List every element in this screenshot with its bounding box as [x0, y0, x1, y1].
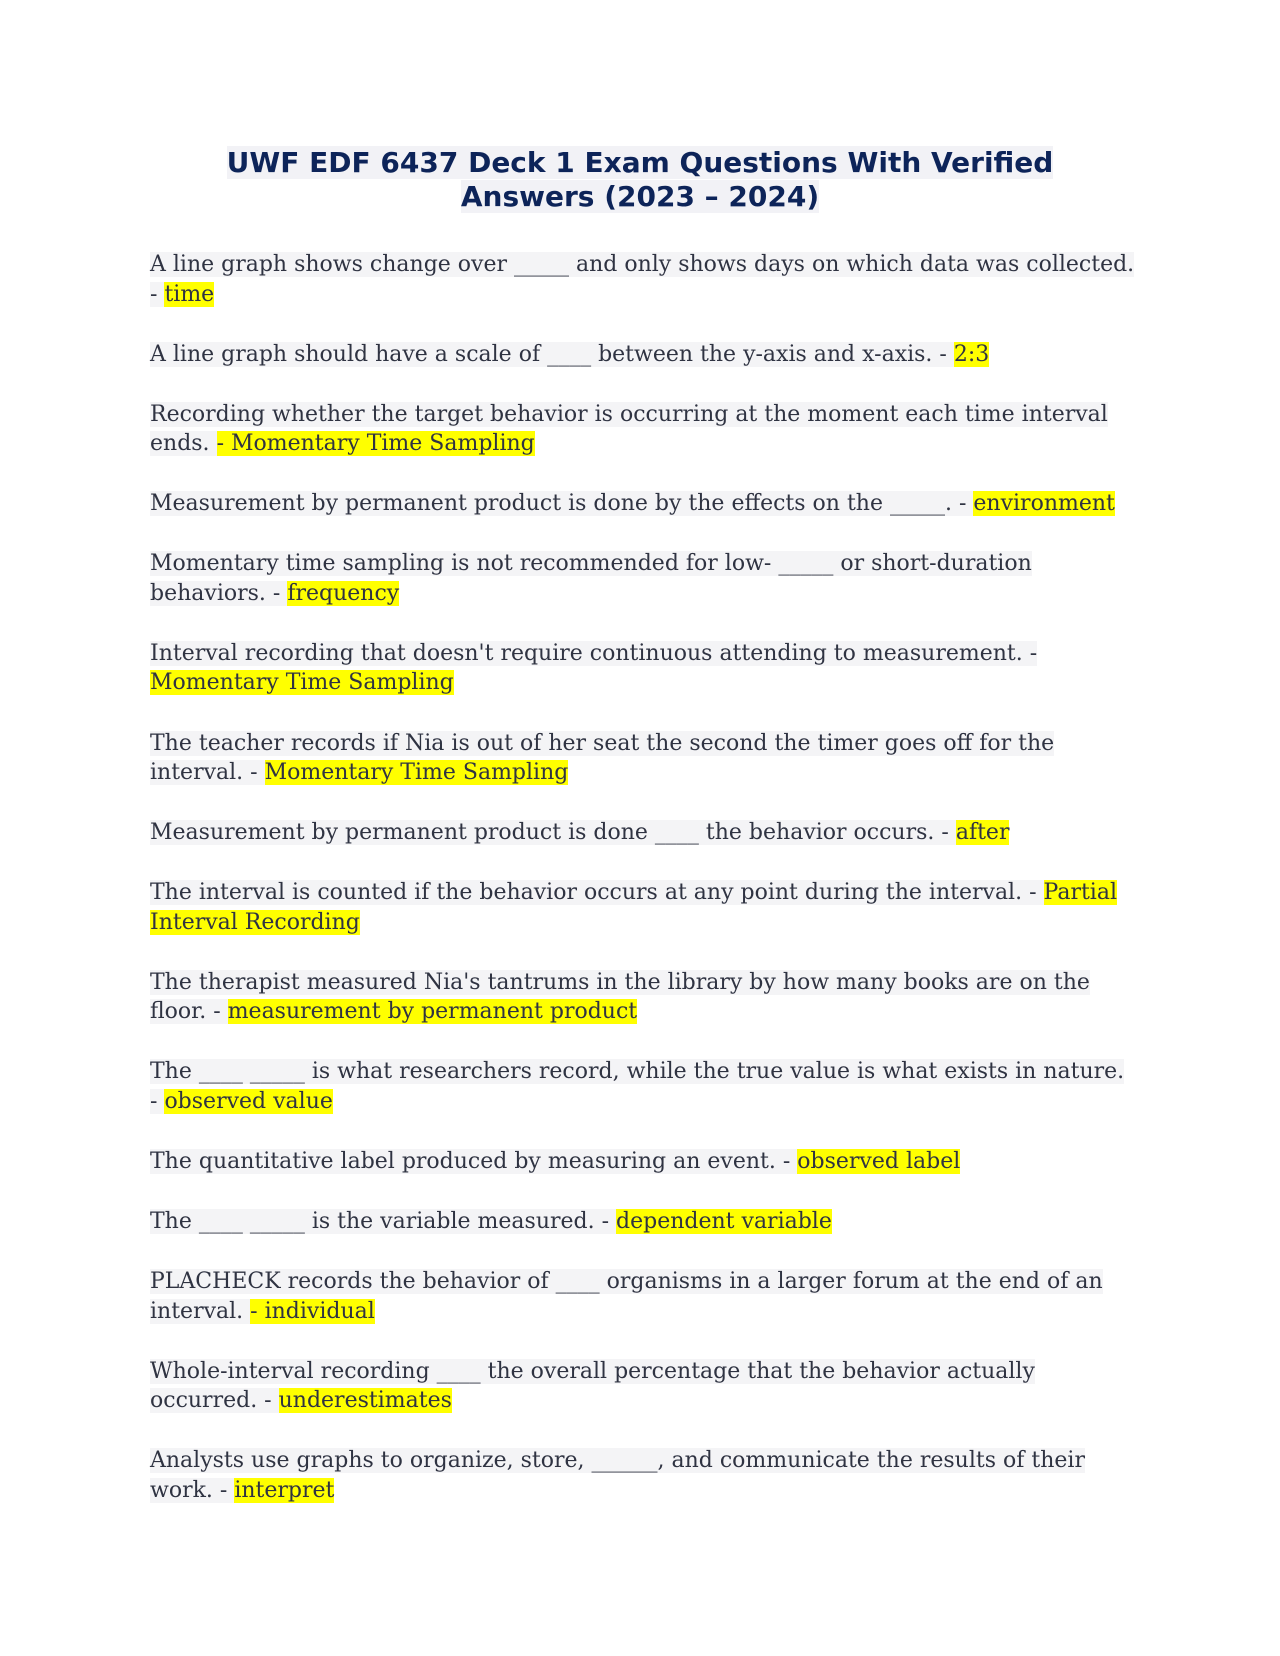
answer-highlight: Partial Interval Recording: [150, 880, 1117, 935]
answer-highlight: observed label: [797, 1149, 961, 1175]
question-text: Analysts use graphs to organize, store, ______, and communicate the results of their work. -: [150, 1448, 1085, 1503]
answer-highlight: - Momentary Time Sampling: [216, 431, 535, 457]
qa-item: [150, 340, 1135, 370]
qa-item: [150, 1057, 1135, 1116]
qa-item: [150, 818, 1135, 848]
question-answer-list: [150, 250, 1135, 1536]
answer-highlight: 2:3: [953, 341, 990, 367]
qa-item: [150, 549, 1135, 608]
answer-highlight: Momentary Time Sampling: [150, 670, 454, 696]
qa-item: [150, 1207, 1135, 1237]
answer-highlight: Momentary Time Sampling: [264, 760, 569, 786]
question-text: Measurement by permanent product is done by the effects on the _____. -: [150, 491, 974, 517]
question-text: The teacher records if Nia is out of her seat the second the timer goes off for the interval. -: [150, 730, 1055, 786]
answer-highlight: environment: [973, 491, 1115, 517]
title-line-1: UWF EDF 6437 Deck 1 Exam Questions With Verified: [226, 146, 1054, 179]
question-text: PLACHECK records the behavior of ____ organisms in a larger forum at the end of an interval.: [150, 1269, 1103, 1324]
answer-highlight: interpret: [234, 1477, 335, 1503]
qa-item: [150, 729, 1135, 788]
question-text: The therapist measured Nia's tantrums in the library by how many books are on the floor. -: [150, 969, 1090, 1025]
document-title: [150, 146, 1130, 214]
qa-item: [150, 1267, 1135, 1326]
qa-item: [150, 968, 1135, 1027]
answer-highlight: after: [955, 820, 1010, 846]
question-text: The quantitative label produced by measuring an event. -: [150, 1149, 798, 1175]
question-text: Whole-interval recording ____ the overall percentage that the behavior actually occurred. -: [150, 1358, 1035, 1414]
question-text: Momentary time sampling is not recommended for low- _____ or short-duration behaviors. -: [150, 551, 1032, 606]
question-text: Measurement by permanent product is done ____ the behavior occurs. -: [150, 820, 956, 846]
question-text: Recording whether the target behavior is occurring at the moment each time interval ends.: [150, 401, 1108, 457]
qa-item: [150, 1446, 1135, 1505]
answer-highlight: underestimates: [278, 1388, 452, 1414]
qa-item: [150, 1147, 1135, 1177]
answer-highlight: dependent variable: [616, 1209, 832, 1235]
qa-item: [150, 878, 1135, 937]
answer-highlight: measurement by permanent product: [227, 999, 638, 1025]
answer-highlight: - individual: [250, 1298, 375, 1324]
answer-highlight: frequency: [287, 580, 400, 606]
title-line-2: Answers (2023 – 2024): [460, 180, 820, 213]
question-text: A line graph should have a scale of ____ between the y-axis and x-axis. -: [150, 341, 954, 367]
qa-item: [150, 489, 1135, 519]
answer-highlight: observed value: [164, 1088, 333, 1114]
question-text: A line graph shows change over _____ and only shows days on which data was collected. -: [150, 252, 1135, 307]
qa-item: [150, 400, 1135, 459]
qa-item: [150, 1357, 1135, 1416]
question-text: Interval recording that doesn't require continuous attending to measurement. -: [150, 640, 1038, 666]
qa-item: [150, 250, 1135, 309]
answer-highlight: time: [164, 281, 215, 307]
question-text: The ____ _____ is what researchers record, while the true value is what exists in nature. -: [150, 1059, 1125, 1114]
qa-item: [150, 639, 1135, 698]
question-text: The interval is counted if the behavior occurs at any point during the interval. -: [150, 880, 1044, 906]
question-text: The ____ _____ is the variable measured. -: [150, 1209, 617, 1235]
